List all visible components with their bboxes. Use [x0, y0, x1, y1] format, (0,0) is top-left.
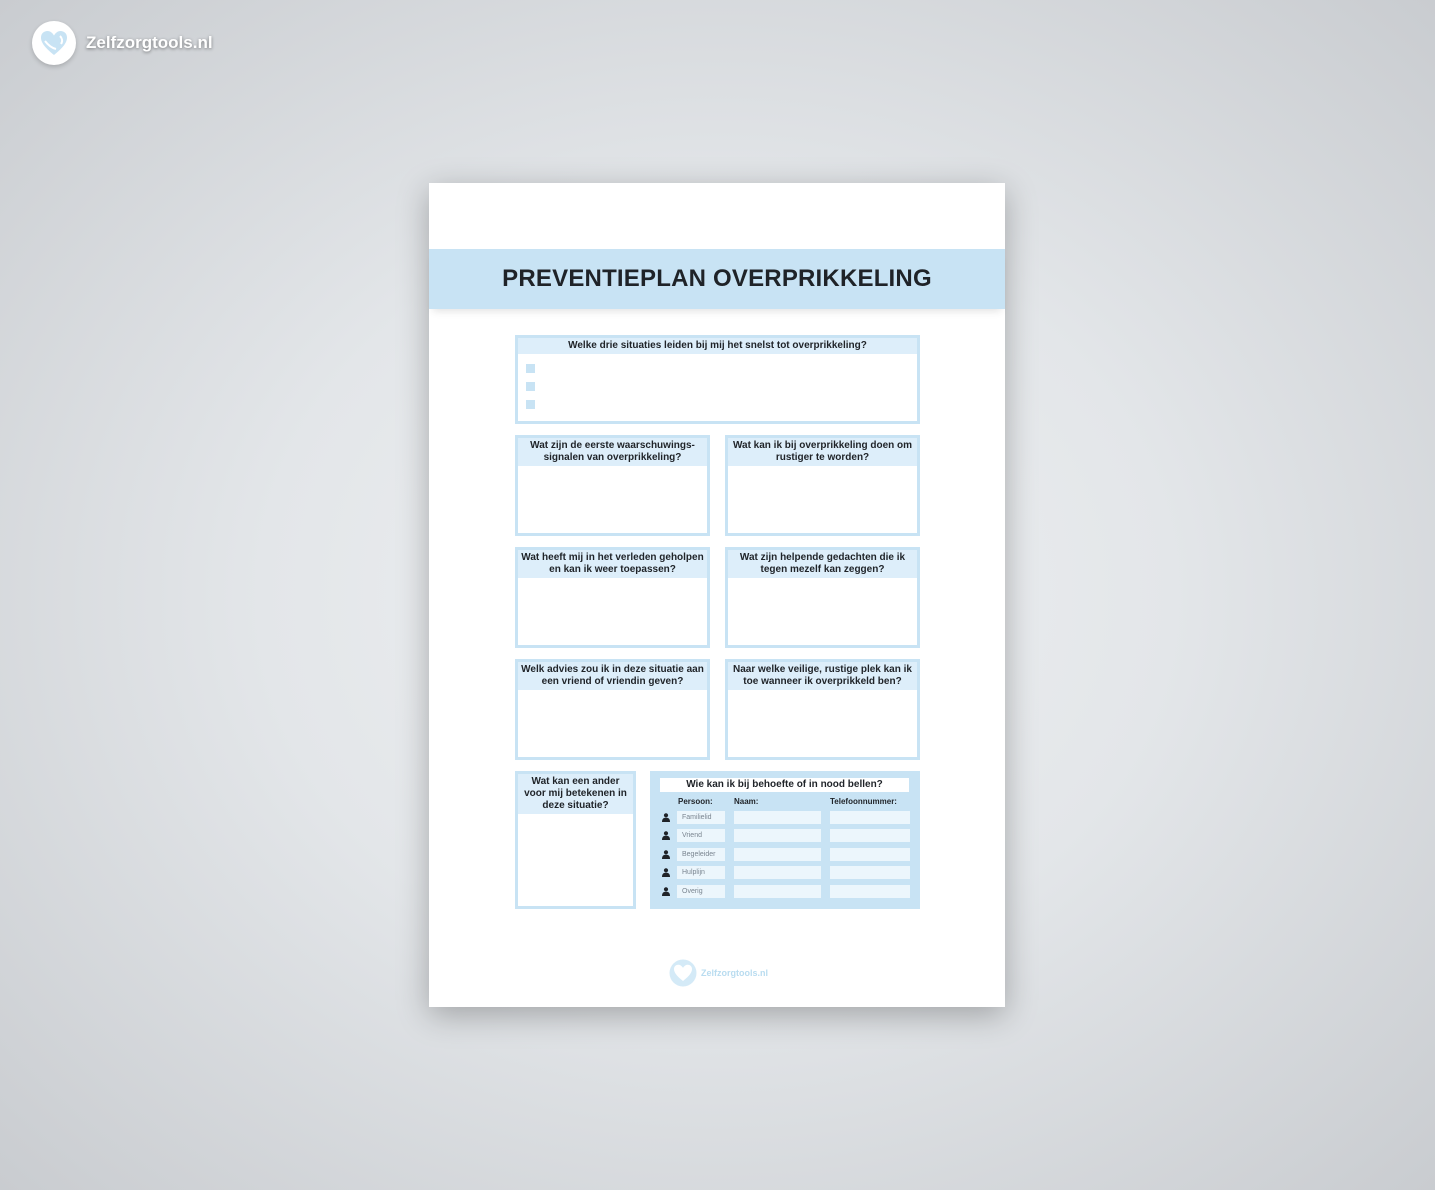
- bullet-checkbox: [526, 364, 535, 373]
- situations-question: Welke drie situaties leiden bij mij het snelst tot overprikkeling?: [518, 338, 917, 354]
- person-cell: Familielid: [677, 811, 725, 824]
- brand-name: Zelfzorgtools.nl: [86, 33, 213, 52]
- person-icon: [662, 831, 670, 840]
- helpful-thoughts-question: Wat zijn helpende gedachten die ik tegen mezelf kan zeggen?: [728, 550, 917, 578]
- phone-field[interactable]: [830, 811, 910, 824]
- person-cell: Hulplijn: [677, 866, 725, 879]
- heart-icon: [32, 21, 76, 65]
- safe-place-question: Naar welke veilige, rustige plek kan ik toe wanneer ik overprikkeld ben?: [728, 662, 917, 690]
- person-icon: [662, 850, 670, 859]
- situations-box: [515, 335, 920, 424]
- footer-brand: [669, 959, 768, 987]
- name-column-header: Naam:: [734, 797, 759, 806]
- name-field[interactable]: [734, 829, 821, 842]
- past-help-box: [515, 547, 710, 648]
- phone-field[interactable]: [830, 829, 910, 842]
- calm-down-box: [725, 435, 920, 536]
- person-icon: [662, 868, 670, 877]
- person-icon: [662, 813, 670, 822]
- contact-row: [650, 829, 920, 842]
- phone-field[interactable]: [830, 866, 910, 879]
- friend-advice-question: Welk advies zou ik in deze situatie aan een vriend of vriendin geven?: [518, 662, 707, 690]
- footer-brand-name: Zelfzorgtools.nl: [701, 968, 768, 978]
- contact-row: [650, 811, 920, 824]
- bullet-list: [526, 364, 535, 418]
- bullet-checkbox: [526, 400, 535, 409]
- phone-field[interactable]: [830, 848, 910, 861]
- name-field[interactable]: [734, 848, 821, 861]
- name-field[interactable]: [734, 885, 821, 898]
- past-help-question: Wat heeft mij in het verleden geholpen en kan ik weer toepassen?: [518, 550, 707, 578]
- others-support-box: [515, 771, 636, 909]
- others-support-question: Wat kan een ander voor mij betekenen in deze situatie?: [518, 774, 633, 814]
- person-icon: [662, 887, 670, 896]
- calm-down-question: Wat kan ik bij overprikkeling doen om rustiger te worden?: [728, 438, 917, 466]
- warning-signals-box: [515, 435, 710, 536]
- contacts-title: Wie kan ik bij behoefte of in nood bellen?: [660, 778, 909, 792]
- person-cell: Overig: [677, 885, 725, 898]
- worksheet-title: PREVENTIEPLAN OVERPRIKKELING: [502, 265, 932, 292]
- safe-place-box: [725, 659, 920, 760]
- contact-row: [650, 885, 920, 898]
- phone-field[interactable]: [830, 885, 910, 898]
- contact-row: [650, 848, 920, 861]
- worksheet-page: [429, 183, 1005, 1007]
- name-field[interactable]: [734, 866, 821, 879]
- friend-advice-box: [515, 659, 710, 760]
- contact-row: [650, 866, 920, 879]
- contacts-table: [650, 771, 920, 909]
- person-cell: Vriend: [677, 829, 725, 842]
- name-field[interactable]: [734, 811, 821, 824]
- heart-icon: [669, 959, 697, 987]
- helpful-thoughts-box: [725, 547, 920, 648]
- warning-signals-question: Wat zijn de eerste waarschuwings-signalen van overprikkeling?: [518, 438, 707, 466]
- person-column-header: Persoon:: [678, 797, 713, 806]
- bullet-checkbox: [526, 382, 535, 391]
- title-banner: [429, 249, 1005, 309]
- brand[interactable]: [32, 21, 213, 65]
- person-cell: Begeleider: [677, 848, 725, 861]
- phone-column-header: Telefoonnummer:: [830, 797, 897, 806]
